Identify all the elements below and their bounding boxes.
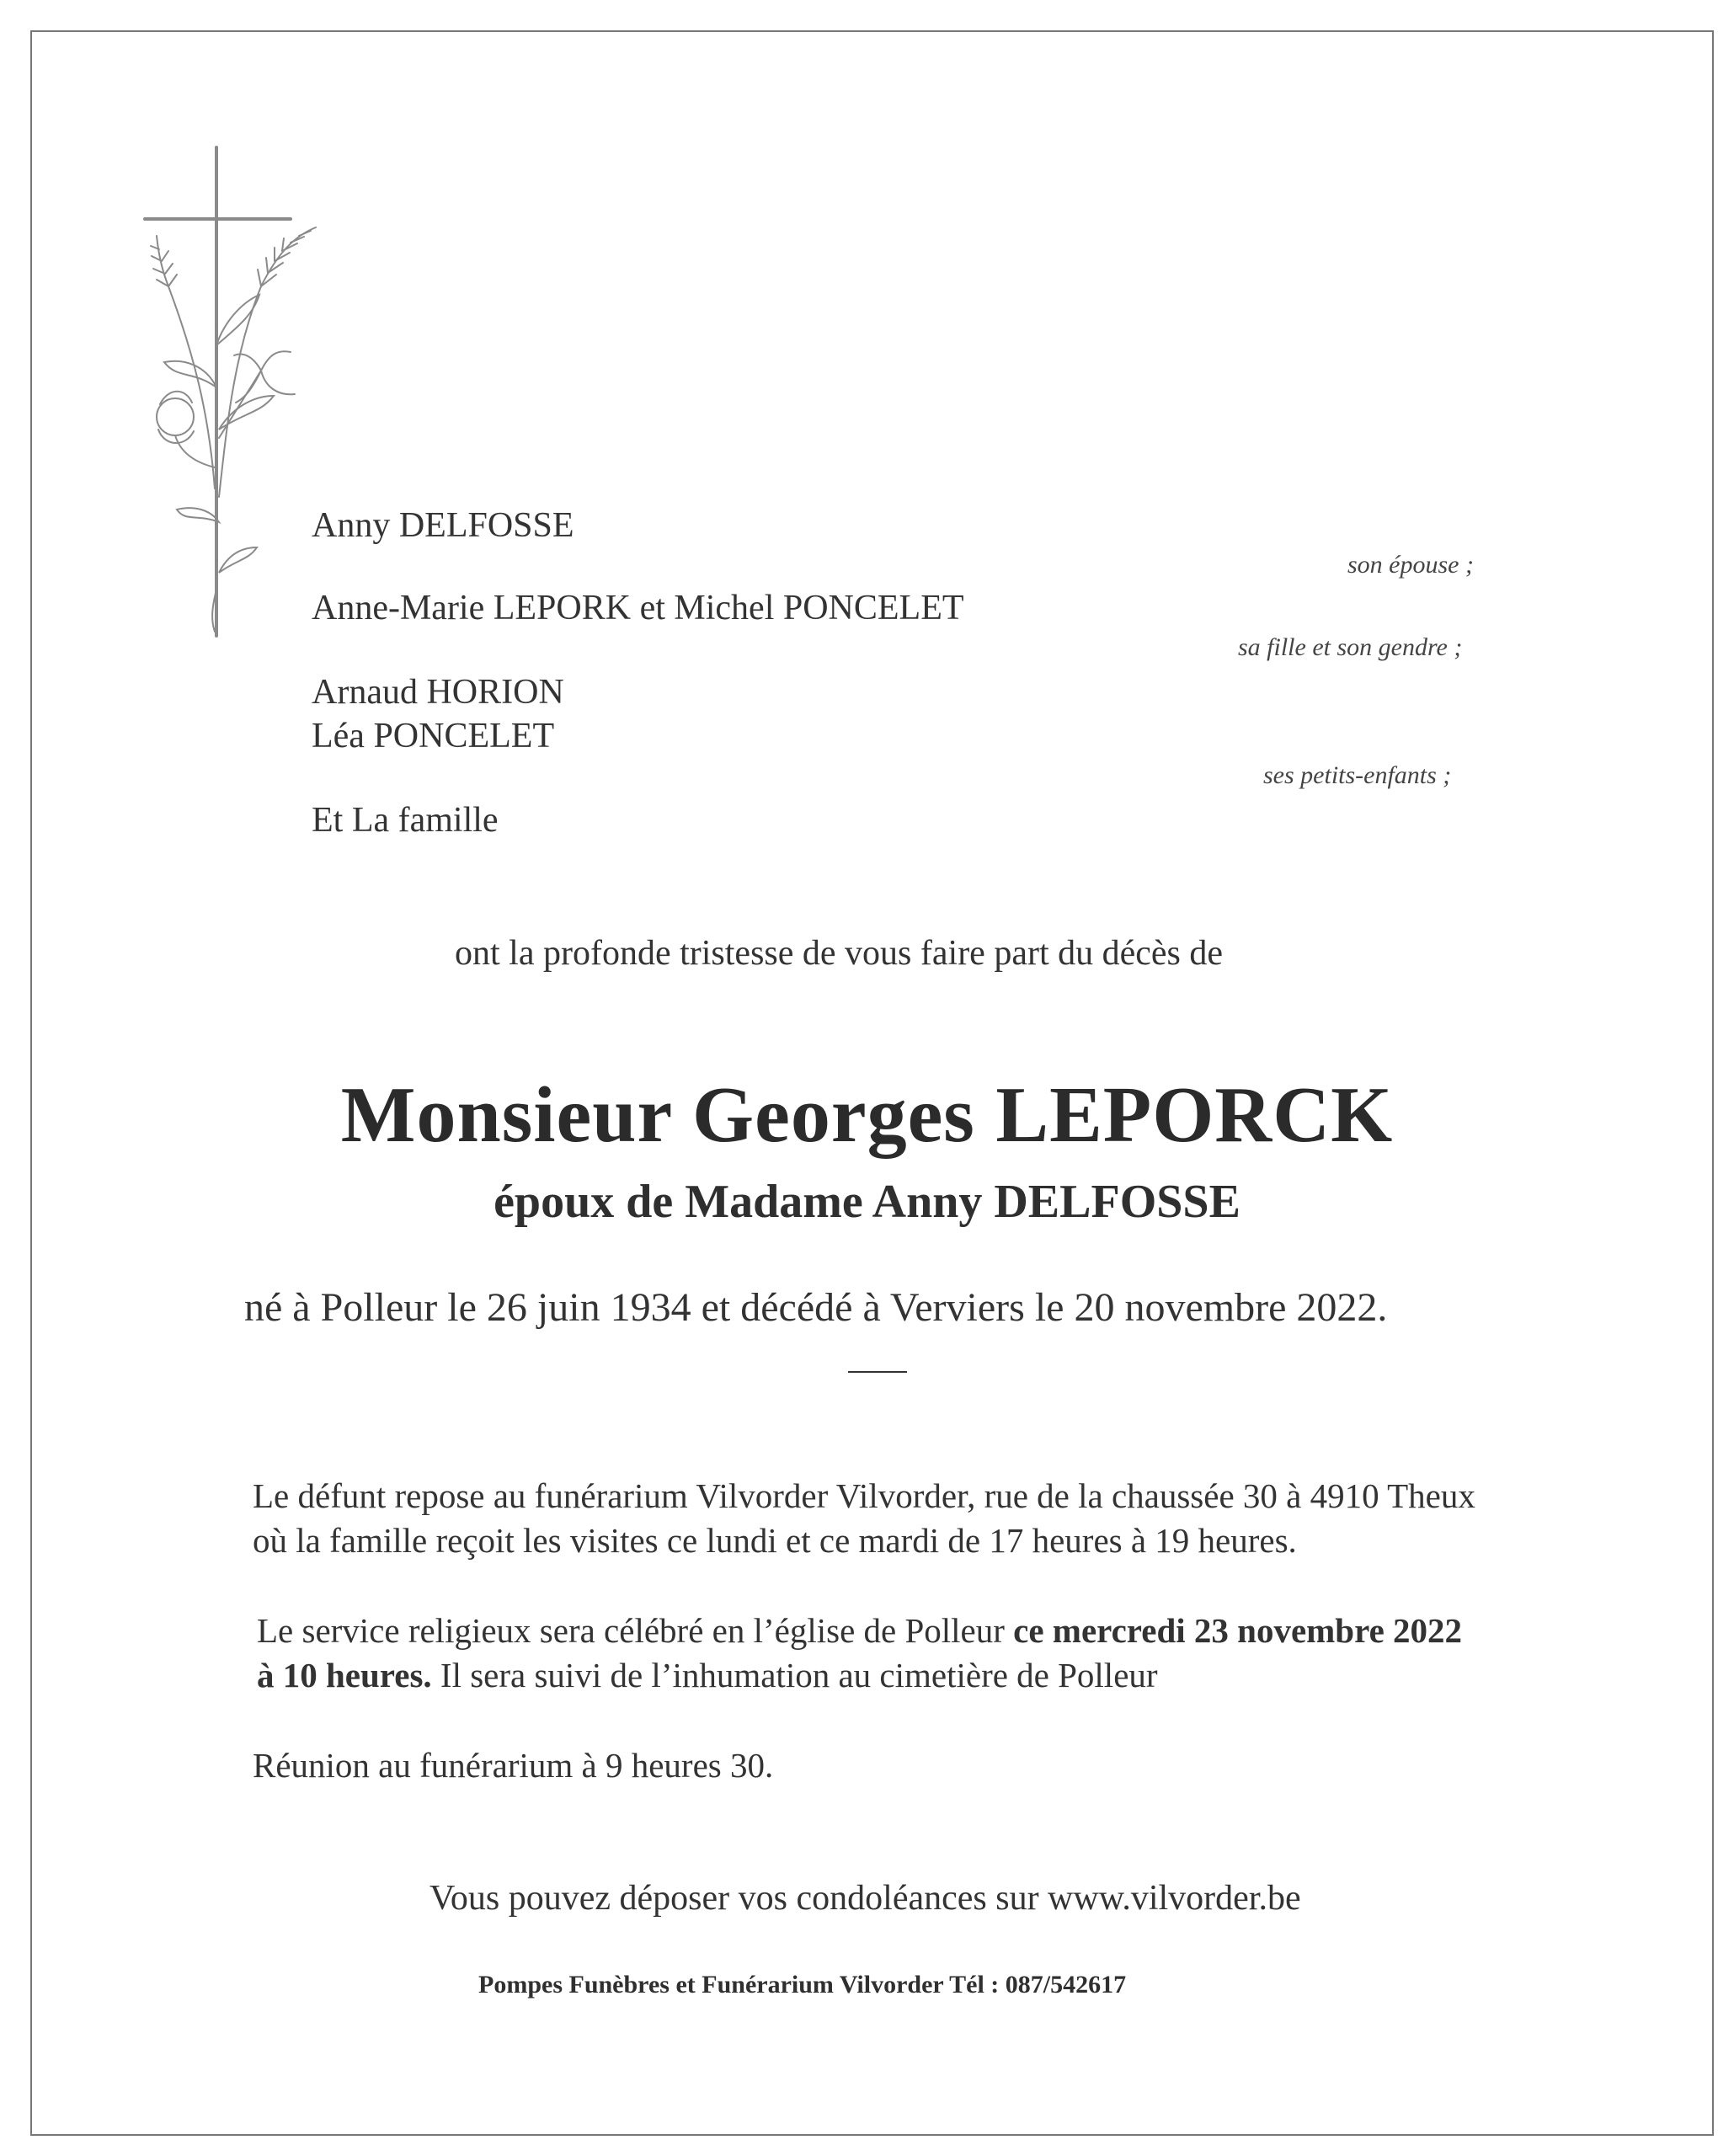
role-spouse: son épouse ; <box>1347 551 1474 579</box>
deceased-name: Monsieur Georges LEPORCK <box>340 1071 1394 1159</box>
announcement-intro: ont la profonde tristesse de vous faire part du décès de <box>455 934 1224 973</box>
birth-death-dates: né à Polleur le 26 juin 1934 et décédé à Verviers le 20 novembre 2022. <box>244 1285 1388 1330</box>
funeral-home-footer: Pompes Funèbres et Funérarium Vilvorder Tél : 087/542617 <box>478 1971 1127 1999</box>
repose-line-1: Le défunt repose au funérarium Vilvorder Vilvorder, rue de la chaussée 30 à 4910 Theux <box>253 1476 1475 1515</box>
condolences-line: Vous pouvez déposer vos condoléances sur www.vilvorder.be <box>429 1879 1301 1918</box>
family-others: Et La famille <box>312 801 499 840</box>
separator-rule <box>848 1371 907 1373</box>
service-time: à 10 heures. <box>257 1656 432 1694</box>
family-name-spouse: Anny DELFOSSE <box>312 506 574 545</box>
deceased-spouse-line: époux de Madame Anny DELFOSSE <box>494 1176 1240 1228</box>
service-text: Le service religieux sera célébré en l’église de Polleur <box>257 1611 1014 1650</box>
role-daughter: sa fille et son gendre ; <box>1238 633 1463 661</box>
family-name-grandchild-2: Léa PONCELET <box>312 717 555 755</box>
family-name-grandchild-1: Arnaud HORION <box>312 673 564 712</box>
burial-text: Il sera suivi de l’inhumation au cimetière de Polleur <box>431 1656 1158 1694</box>
service-date: ce mercredi 23 novembre 2022 <box>1013 1611 1463 1650</box>
cross-with-flowers-icon <box>135 135 337 640</box>
reunion-line: Réunion au funérarium à 9 heures 30. <box>253 1746 774 1785</box>
family-name-daughter: Anne-Marie LEPORK et Michel PONCELET <box>312 589 964 627</box>
service-line-1 <box>257 1609 1462 1652</box>
role-grandchildren: ses petits-enfants ; <box>1263 761 1452 789</box>
service-line-2 <box>257 1653 1158 1697</box>
repose-line-2: où la famille reçoit les visites ce lundi et ce mardi de 17 heures à 19 heures. <box>253 1521 1297 1560</box>
